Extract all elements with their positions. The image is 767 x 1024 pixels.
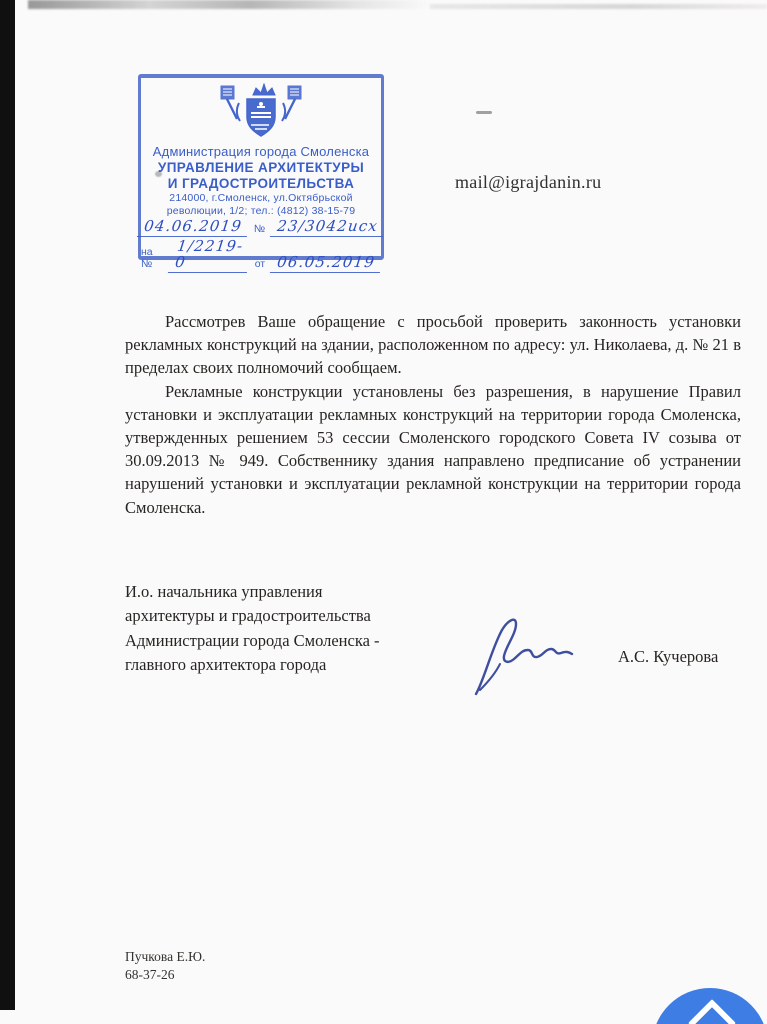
outgoing-number-handwritten: 23/3042исх (270, 219, 385, 237)
handwritten-signature (462, 608, 582, 700)
incoming-number-label: на № (141, 246, 153, 271)
letter-body (125, 310, 741, 519)
incoming-number-handwritten: 1/2219-0 (167, 239, 250, 273)
number-sign-label: № (253, 222, 266, 235)
scan-noise-band (28, 0, 433, 9)
scan-noise-band-right (430, 4, 767, 9)
letter-paragraph-1: Рассмотрев Ваше обращение с просьбой проверить законность установки рекламных конструкций на здании, расположенном по адресу: ул. Николаева, д. № 21 в пределах своих полномочий сообщаем. (125, 312, 741, 378)
stamp-department-line1: УПРАВЛЕНИЕ АРХИТЕКТУРЫ (157, 160, 365, 175)
official-stamp (138, 74, 384, 271)
executor-name: Пучкова Е.Ю. (125, 949, 206, 964)
stamp-incoming-row (141, 236, 381, 273)
signer-title-line2: архитектуры и градостроительства (125, 606, 371, 626)
scanner-edge-bar (0, 0, 15, 1010)
incoming-date-handwritten: 06.05.2019 (270, 255, 382, 273)
stamp-outgoing-row (141, 219, 381, 237)
coat-of-arms-icon (213, 83, 309, 141)
signer-title-block (125, 580, 455, 677)
executor-phone: 68-37-26 (125, 966, 175, 982)
scroll-top-button[interactable] (652, 988, 767, 1024)
stamp-address-line2: революции, 1/2; тел.: (4812) 38-15-79 (166, 205, 356, 217)
signer-title-line4: главного архитектора города (125, 654, 327, 674)
stamp-department-line2: И ГРАДОСТРОИТЕЛЬСТВА (167, 176, 355, 191)
chevron-up-icon (688, 999, 736, 1024)
stamp-address-line1: 214000, г.Смоленск, ул.Октябрьской (169, 192, 353, 204)
signer-title-line1: И.о. начальника управления (125, 582, 323, 601)
stamp-org-name: Администрация города Смоленска (152, 144, 370, 159)
letter-paragraph-2: Рекламные конструкции установлены без разрешения, в нарушение Правил установки и эксплуатации рекламных конструкций на территории города Смоленска, утвержденных решением 53 сессии Смоленского городского Совета IV созыва от 30.09.2013 № 949. Собственнику здания направлено предписание об устранении нарушений установки и эксплуатации рекламной конструкции на территории города Смоленска. (125, 381, 741, 517)
signer-name: А.С. Кучерова (618, 647, 719, 666)
outgoing-date-handwritten: 04.06.2019 (137, 219, 249, 237)
from-label: от (254, 258, 266, 271)
recipient-email: mail@igrajdanin.ru (455, 172, 602, 192)
signer-title-line3: Администрации города Смоленска - (125, 630, 380, 650)
executor-contact (125, 948, 205, 983)
scan-dash-mark (476, 111, 492, 114)
